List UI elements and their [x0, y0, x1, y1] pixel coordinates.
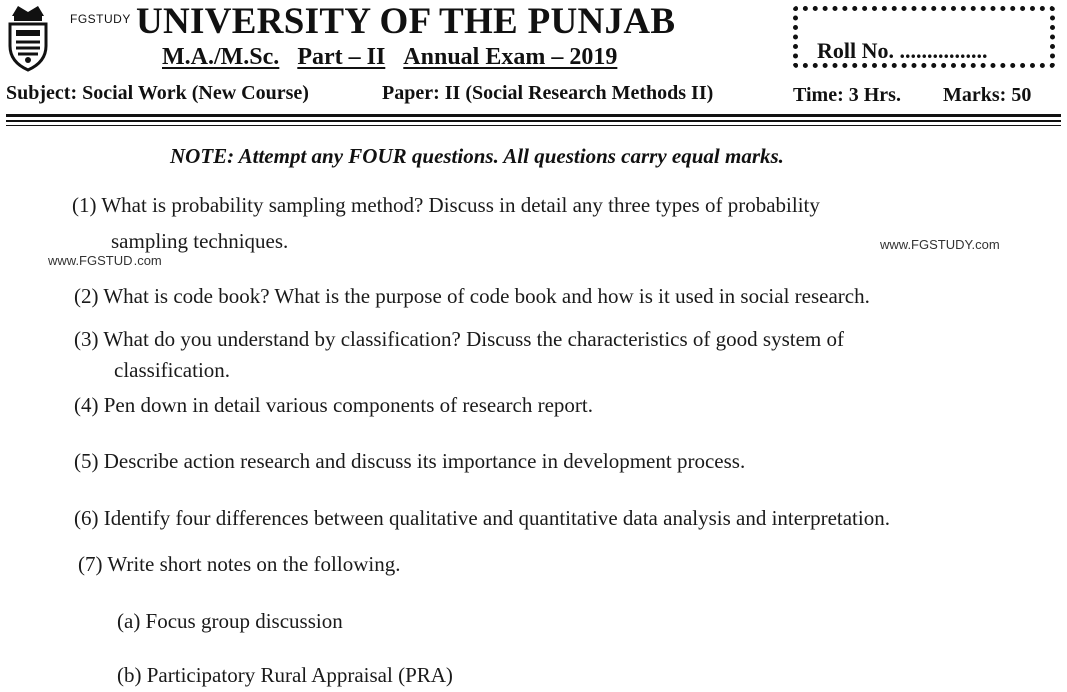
degree: M.A./M.Sc. [162, 44, 280, 70]
university-logo [4, 2, 52, 72]
header-rule [6, 120, 1061, 122]
question-1-line-2: sampling techniques. [111, 229, 289, 253]
watermark: www.FGSTUD .com [48, 253, 162, 268]
watermark: www.FGSTUDY.com [880, 237, 1000, 252]
question-3-line-1: (3) What do you understand by classification? Discuss the characteristics of good system of [74, 327, 844, 351]
question-6: (6) Identify four differences between qualitative and quantitative data analysis and interpretation. [74, 506, 890, 530]
header-rule [6, 125, 1061, 126]
university-title: UNIVERSITY OF THE PUNJAB [136, 1, 676, 42]
exam-note: NOTE: Attempt any FOUR questions. All questions carry equal marks. [170, 144, 784, 168]
site-tag: FGSTUDY [70, 12, 131, 26]
exam-line [162, 44, 617, 71]
question-1-line-1: (1) What is probability sampling method? Discuss in detail any three types of probability [72, 193, 820, 217]
question-5: (5) Describe action research and discuss its importance in development process. [74, 449, 746, 473]
header-rule [6, 114, 1061, 117]
paper-line: Paper: II (Social Research Methods II) [382, 82, 714, 104]
question-2: (2) What is code book? What is the purpose of code book and how is it used in social research. [74, 284, 870, 308]
part: Part – II [297, 44, 386, 70]
question-7: (7) Write short notes on the following. [78, 552, 401, 576]
question-4: (4) Pen down in detail various components of research report. [74, 393, 594, 417]
time-allowed: Time: 3 Hrs. [793, 84, 901, 106]
exam-year: Annual Exam – 2019 [403, 44, 618, 70]
total-marks: Marks: 50 [943, 84, 1032, 106]
question-7a: (a) Focus group discussion [117, 609, 343, 633]
question-7b: (b) Participatory Rural Appraisal (PRA) [117, 663, 453, 687]
roll-number-label: Roll No. ................ [817, 38, 988, 63]
subject-line: Subject: Social Work (New Course) [6, 82, 309, 104]
question-3-line-2: classification. [114, 358, 231, 382]
